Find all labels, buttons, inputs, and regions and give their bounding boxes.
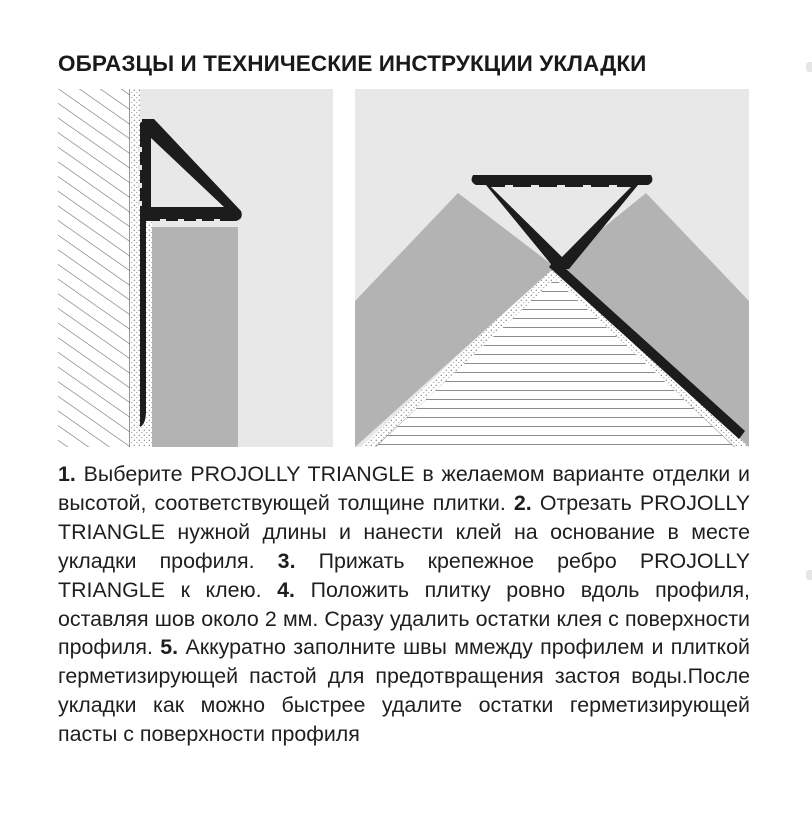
step-2-number: 2. [513, 490, 532, 515]
wall-hatch [58, 89, 130, 447]
page-edge-mark [806, 62, 812, 72]
figure-outer-corner [355, 89, 749, 447]
outer-corner-illustration [355, 89, 749, 447]
step-1-text: Выберите PROJOLLY TRIANGLE в желаемом варианте отделки и высотой, соответствующей толщине плитки. [58, 462, 750, 515]
step-3-text: Прижать крепежное ребро PROJOLLY TRIANGLE к клею. [58, 548, 751, 602]
step-3-number: 3. [277, 548, 296, 573]
step-4-text: Положить плитку ровно вдоль профиля, оставляя шов около 2 мм. Сразу удалить остатки клея с поверхности профиля. [58, 577, 750, 660]
page-edge-mark [806, 570, 812, 580]
step-4-number: 4. [277, 577, 295, 602]
step-5-text: Аккуратно заполните швы ммежду профилем и плиткой герметизирующей пастой для предотвращения застоя воды.После укладки как можно быстрее удалите остатки герметизирующей пасты с поверхности профиля [58, 635, 750, 747]
step-1-number: 1. [58, 462, 76, 486]
figure-wall-corner [58, 89, 333, 447]
step-2-text: Отрезать PROJOLLY TRIANGLE нужной длины и нанести клей на основание в месте укладки профиля. [58, 490, 751, 573]
tile [152, 227, 238, 447]
wall-corner-illustration [58, 89, 333, 447]
installation-instructions [58, 460, 750, 749]
page-title: ОБРАЗЦЫ И ТЕХНИЧЕСКИЕ ИНСТРУКЦИИ УКЛАДКИ [58, 51, 647, 76]
step-5-number: 5. [160, 635, 179, 660]
